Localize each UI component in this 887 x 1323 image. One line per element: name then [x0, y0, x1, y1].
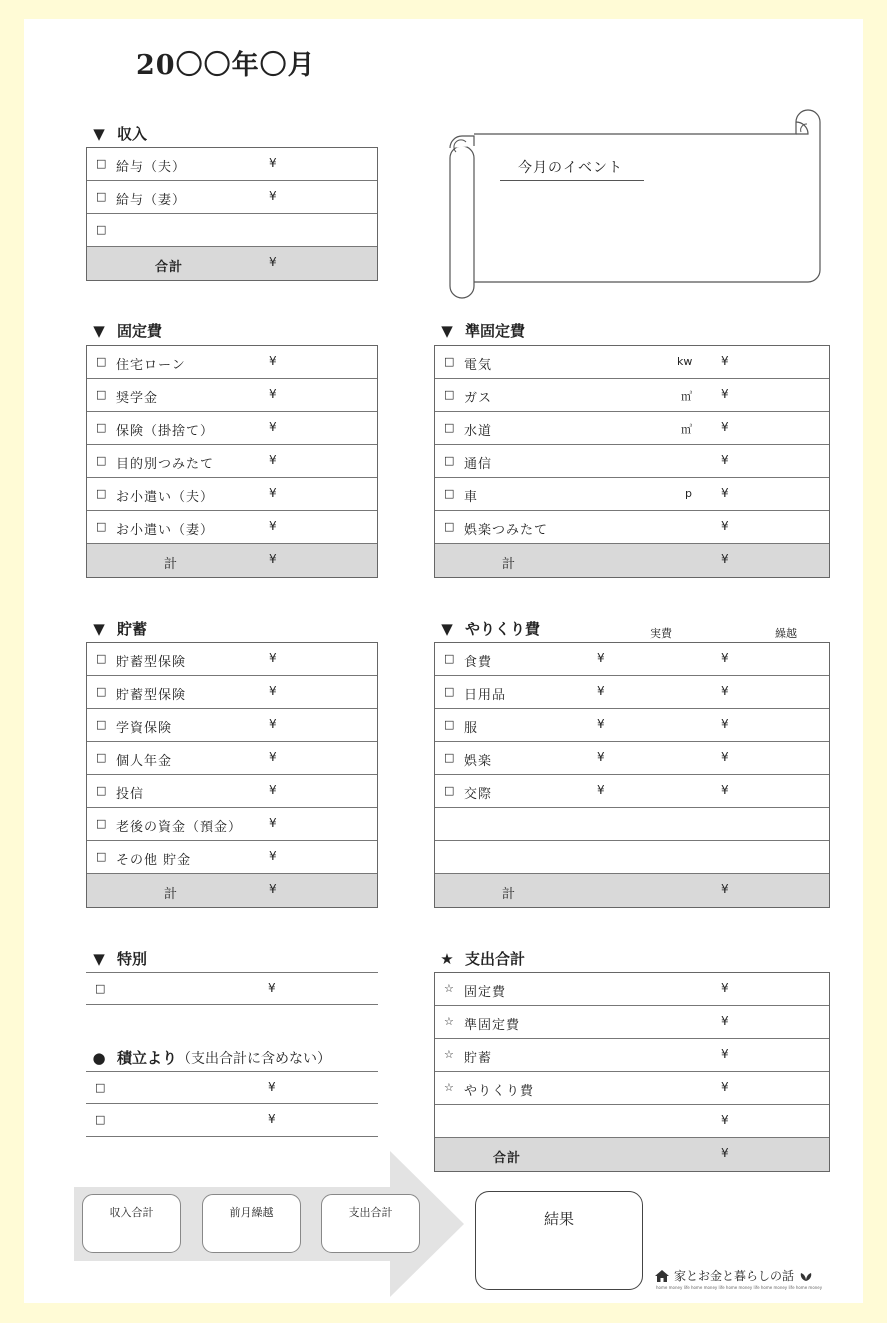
- table-row[interactable]: □ 学資保険 ¥: [87, 709, 377, 742]
- checkbox-icon[interactable]: □: [96, 784, 107, 797]
- house-icon: [654, 1269, 670, 1283]
- page-title: 20〇〇年〇月: [136, 50, 316, 81]
- table-row[interactable]: [435, 808, 829, 841]
- table-row[interactable]: [87, 214, 377, 247]
- reserve-table: [86, 1071, 378, 1137]
- brand-logo: 家とお金と暮らしの話: [654, 1267, 814, 1284]
- triangle-icon: ▼: [93, 949, 105, 968]
- triangle-icon: ▼: [441, 321, 453, 340]
- checkbox-icon[interactable]: □: [444, 454, 455, 467]
- leaf-icon: [798, 1270, 814, 1282]
- table-row[interactable]: [435, 841, 829, 874]
- table-row[interactable]: □ 電気 kw ¥: [435, 346, 829, 379]
- table-row[interactable]: □ 水道 ㎥ ¥: [435, 412, 829, 445]
- table-row[interactable]: □ 給与（妻） ¥: [87, 181, 377, 214]
- table-row[interactable]: □ お小遣い（妻） ¥: [87, 511, 377, 544]
- checkbox-icon[interactable]: □: [444, 784, 455, 797]
- table-row[interactable]: □ ¥: [86, 1104, 378, 1137]
- triangle-icon: ▼: [441, 619, 453, 638]
- triangle-icon: ▼: [93, 124, 105, 143]
- fixed-heading: ▼ 固定費: [90, 320, 162, 341]
- table-row[interactable]: □ 給与（夫） ¥: [87, 148, 377, 181]
- reserve-heading: ● 積立より （支出合計に含めない）: [90, 1047, 331, 1068]
- variable-heading: ▼ やりくり費: [438, 618, 540, 639]
- table-row[interactable]: □ 服 ¥ ¥: [435, 709, 829, 742]
- scroll-banner-icon: [446, 108, 826, 310]
- total-row: 合計 ¥: [87, 247, 377, 280]
- table-row[interactable]: ☆ 固定費 ¥: [435, 973, 829, 1006]
- column-header-carry: 繰越: [775, 627, 797, 640]
- carryover-box[interactable]: 前月繰越: [202, 1194, 301, 1253]
- total-row: 計 ¥: [435, 544, 829, 577]
- checkbox-icon[interactable]: □: [96, 850, 107, 863]
- checkbox-icon[interactable]: □: [95, 1113, 106, 1126]
- table-row[interactable]: □ ¥: [86, 1071, 378, 1104]
- income-total-box[interactable]: 収入合計: [82, 1194, 181, 1253]
- expense-total-table: [434, 972, 830, 1172]
- star-outline-icon: ☆: [444, 1081, 454, 1094]
- total-row: 合計 ¥: [435, 1138, 829, 1171]
- table-row[interactable]: ☆ やりくり費 ¥: [435, 1072, 829, 1105]
- triangle-icon: ▼: [93, 619, 105, 638]
- checkbox-icon[interactable]: □: [444, 520, 455, 533]
- table-row[interactable]: □ ¥: [86, 972, 378, 1005]
- star-outline-icon: ☆: [444, 1048, 454, 1061]
- checkbox-icon[interactable]: □: [444, 355, 455, 368]
- table-row[interactable]: □ 貯蓄型保険 ¥: [87, 676, 377, 709]
- table-row[interactable]: □ 娯楽 ¥ ¥: [435, 742, 829, 775]
- table-row[interactable]: □ 交際 ¥ ¥: [435, 775, 829, 808]
- triangle-icon: ▼: [93, 321, 105, 340]
- total-row: 計 ¥: [87, 544, 377, 577]
- table-row[interactable]: □ 住宅ローン ¥: [87, 346, 377, 379]
- table-row[interactable]: □ 食費 ¥ ¥: [435, 643, 829, 676]
- table-row[interactable]: □ 目的別つみたて ¥: [87, 445, 377, 478]
- expense-total-heading: ★ 支出合計: [438, 948, 525, 969]
- star-filled-icon: ★: [440, 949, 454, 968]
- expense-total-box[interactable]: 支出合計: [321, 1194, 420, 1253]
- income-table: [86, 147, 378, 281]
- checkbox-icon[interactable]: □: [96, 223, 107, 236]
- checkbox-icon[interactable]: □: [96, 817, 107, 830]
- brand-tagline: home money life home money life home money life home money life home money: [656, 1285, 823, 1290]
- divider: [500, 180, 644, 181]
- table-row[interactable]: ☆ 貯蓄 ¥: [435, 1039, 829, 1072]
- table-row[interactable]: □ 保険（掛捨て） ¥: [87, 412, 377, 445]
- event-label: 今月のイベント: [518, 160, 623, 176]
- checkbox-icon[interactable]: □: [95, 1081, 106, 1094]
- table-row[interactable]: □ 投信 ¥: [87, 775, 377, 808]
- column-header-actual: 実費: [650, 627, 672, 640]
- checkbox-icon[interactable]: □: [96, 718, 107, 731]
- total-row: 計 ¥: [87, 874, 377, 907]
- checkbox-icon[interactable]: □: [96, 157, 107, 170]
- checkbox-icon[interactable]: □: [96, 652, 107, 665]
- table-row[interactable]: □ お小遣い（夫） ¥: [87, 478, 377, 511]
- semi-fixed-table: [434, 345, 830, 578]
- income-heading: ▼ 収入: [90, 123, 147, 144]
- star-outline-icon: ☆: [444, 1015, 454, 1028]
- special-table: [86, 972, 378, 1005]
- checkbox-icon[interactable]: □: [444, 751, 455, 764]
- checkbox-icon[interactable]: □: [96, 421, 107, 434]
- table-row[interactable]: □ 車 p ¥: [435, 478, 829, 511]
- checkbox-icon[interactable]: □: [96, 190, 107, 203]
- checkbox-icon[interactable]: □: [444, 388, 455, 401]
- fixed-table: [86, 345, 378, 578]
- result-box[interactable]: 結果: [475, 1191, 643, 1290]
- star-outline-icon: ☆: [444, 982, 454, 995]
- table-row[interactable]: □ 日用品 ¥ ¥: [435, 676, 829, 709]
- table-row[interactable]: □ 奨学金 ¥: [87, 379, 377, 412]
- table-row[interactable]: □ 老後の資金（預金） ¥: [87, 808, 377, 841]
- table-row[interactable]: □ ガス ㎥ ¥: [435, 379, 829, 412]
- checkbox-icon[interactable]: □: [96, 751, 107, 764]
- checkbox-icon[interactable]: □: [444, 421, 455, 434]
- semi-fixed-heading: ▼ 準固定費: [438, 320, 525, 341]
- table-row[interactable]: □ その他 貯金 ¥: [87, 841, 377, 874]
- savings-table: [86, 642, 378, 908]
- checkbox-icon[interactable]: □: [444, 652, 455, 665]
- checkbox-icon[interactable]: □: [444, 718, 455, 731]
- table-row[interactable]: ☆ 準固定費 ¥: [435, 1006, 829, 1039]
- checkbox-icon[interactable]: □: [96, 685, 107, 698]
- checkbox-icon[interactable]: □: [96, 388, 107, 401]
- table-row[interactable]: ¥: [435, 1105, 829, 1138]
- special-heading: ▼ 特別: [90, 948, 147, 969]
- table-row[interactable]: □ 貯蓄型保険 ¥: [87, 643, 377, 676]
- table-row[interactable]: □ 娯楽つみたて ¥: [435, 511, 829, 544]
- circle-icon: ●: [92, 1048, 106, 1067]
- checkbox-icon[interactable]: □: [444, 685, 455, 698]
- total-row: 計 ¥: [435, 874, 829, 907]
- checkbox-icon[interactable]: □: [96, 487, 107, 500]
- checkbox-icon[interactable]: □: [96, 454, 107, 467]
- table-row[interactable]: □ 個人年金 ¥: [87, 742, 377, 775]
- savings-heading: ▼ 貯蓄: [90, 618, 147, 639]
- checkbox-icon[interactable]: □: [96, 355, 107, 368]
- variable-table: [434, 642, 830, 908]
- table-row[interactable]: □ 通信 ¥: [435, 445, 829, 478]
- checkbox-icon[interactable]: □: [95, 982, 106, 995]
- checkbox-icon[interactable]: □: [444, 487, 455, 500]
- checkbox-icon[interactable]: □: [96, 520, 107, 533]
